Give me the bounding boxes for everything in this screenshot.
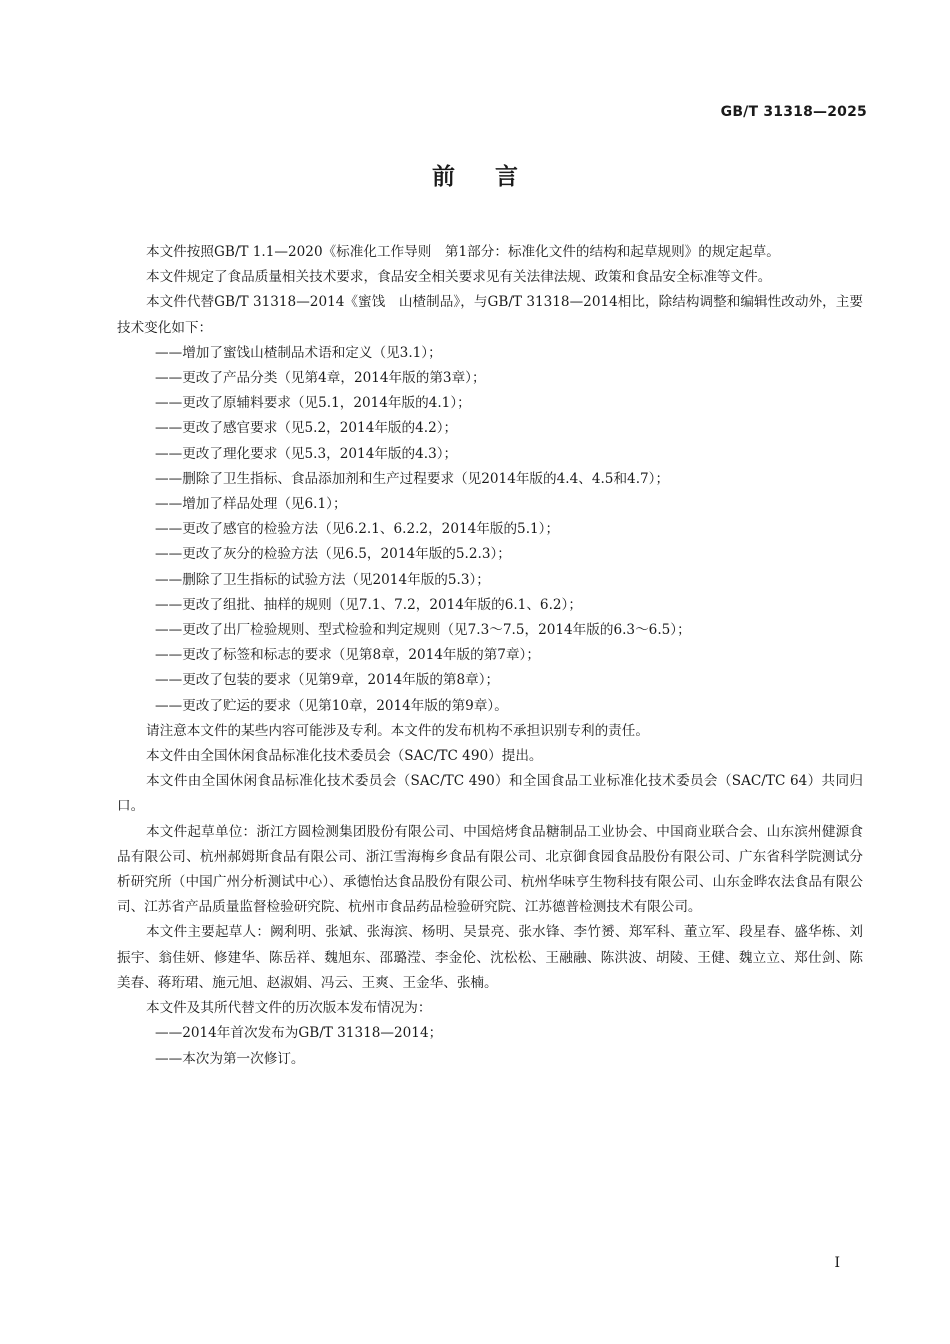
paragraph-patent-notice: 请注意本文件的某些内容可能涉及专利。本文件的发布机构不承担识别专利的责任。 xyxy=(146,722,649,739)
page-number: I xyxy=(834,1255,840,1271)
list-item: ——更改了贮运的要求（见第10章，2014年版的第9章）。 xyxy=(155,697,508,714)
list-item: ——更改了感官的检验方法（见6.2.1、6.2.2，2014年版的5.1）； xyxy=(155,521,560,538)
list-item: ——增加了蜜饯山楂制品术语和定义（见3.1）； xyxy=(155,344,442,361)
list-item: ——删除了卫生指标、食品添加剂和生产过程要求（见2014年版的4.4、4.5和4.7）； xyxy=(155,470,670,487)
list-item: ——更改了感官要求（见5.2，2014年版的4.2）； xyxy=(155,420,458,437)
list-item: ——更改了灰分的检验方法（见6.5，2014年版的5.2.3）； xyxy=(155,546,511,563)
list-item: ——更改了理化要求（见5.3，2014年版的4.3）； xyxy=(155,445,458,462)
paragraph-replacement: 本文件代替GB/T 31318—2014《蜜饯 山楂制品》，与GB/T 31318—2014相比，除结构调整和编辑性改动外，主要技术变化如下： xyxy=(117,294,863,336)
list-item: ——更改了出厂检验规则、型式检验和判定规则（见7.3～7.5，2014年版的6.3～6.5）； xyxy=(155,622,691,639)
list-item: ——更改了组批、抽样的规则（见7.1、7.2，2014年版的6.1、6.2）； xyxy=(155,596,582,613)
document-body xyxy=(117,240,863,1072)
paragraph-scope: 本文件规定了食品质量相关技术要求，食品安全相关要求见有关法律法规、政策和食品安全标准等文件。 xyxy=(146,269,772,286)
paragraph-drafting-rules: 本文件按照GB/T 1.1—2020《标准化工作导则 第1部分：标准化文件的结构和起草规则》的规定起草。 xyxy=(146,244,780,260)
list-item: ——增加了样品处理（见6.1）； xyxy=(155,496,347,513)
page-title: 前言 xyxy=(432,164,558,190)
list-item: ——2014年首次发布为GB/T 31318—2014； xyxy=(155,1025,443,1042)
list-item: ——更改了标签和标志的要求（见第8章，2014年版的第7章）； xyxy=(155,647,540,664)
list-item: ——更改了包装的要求（见第9章，2014年版的第8章）； xyxy=(155,672,500,689)
paragraph-history-intro: 本文件及其所代替文件的历次版本发布情况为： xyxy=(146,1000,432,1017)
list-item: ——更改了产品分类（见第4章，2014年版的第3章）； xyxy=(155,370,486,387)
list-item: ——删除了卫生指标的试验方法（见2014年版的5.3）； xyxy=(155,571,490,588)
list-item: ——更改了原辅料要求（见5.1，2014年版的4.1）； xyxy=(155,395,471,412)
paragraph-drafters: 本文件主要起草人：阙利明、张斌、张海滨、杨明、吴景亮、张水锋、李竹赟、郑军科、董立军、段星春、盛华栋、刘振宇、翁佳妍、修建华、陈岳祥、魏旭东、邵璐滢、李金伦、沈松松、王融融、陈洪波、胡陵、王健、魏立立、郑仕剑、陈美春、蒋珩珺、施元旭、赵淑娟、冯云、王爽、王金华、张楠。 xyxy=(117,924,863,991)
paragraph-under-jurisdiction: 本文件由全国休闲食品标准化技术委员会（SAC/TC 490）和全国食品工业标准化技术委员会（SAC/TC 64）共同归口。 xyxy=(117,773,863,815)
paragraph-drafting-units: 本文件起草单位：浙江方圆检测集团股份有限公司、中国焙烤食品糖制品工业协会、中国商业联合会、山东滨州健源食品有限公司、杭州郝姆斯食品有限公司、浙江雪海梅乡食品有限公司、北京御食园食品股份有限公司、广东省科学院测试分析研究所（中国广州分析测试中心）、承德怡达食品股份有限公司、杭州华味亨生物科技有限公司、山东金晔农法食品有限公司、江苏省产品质量监督检验研究院、杭州市食品药品检验研究院、江苏德普检测技术有限公司。 xyxy=(117,823,863,916)
history-list xyxy=(117,1021,863,1071)
paragraph-proposed-by: 本文件由全国休闲食品标准化技术委员会（SAC/TC 490）提出。 xyxy=(146,748,543,765)
list-item: ——本次为第一次修订。 xyxy=(155,1050,305,1067)
document-code: GB/T 31318—2025 xyxy=(720,104,867,120)
changes-list xyxy=(117,341,863,719)
